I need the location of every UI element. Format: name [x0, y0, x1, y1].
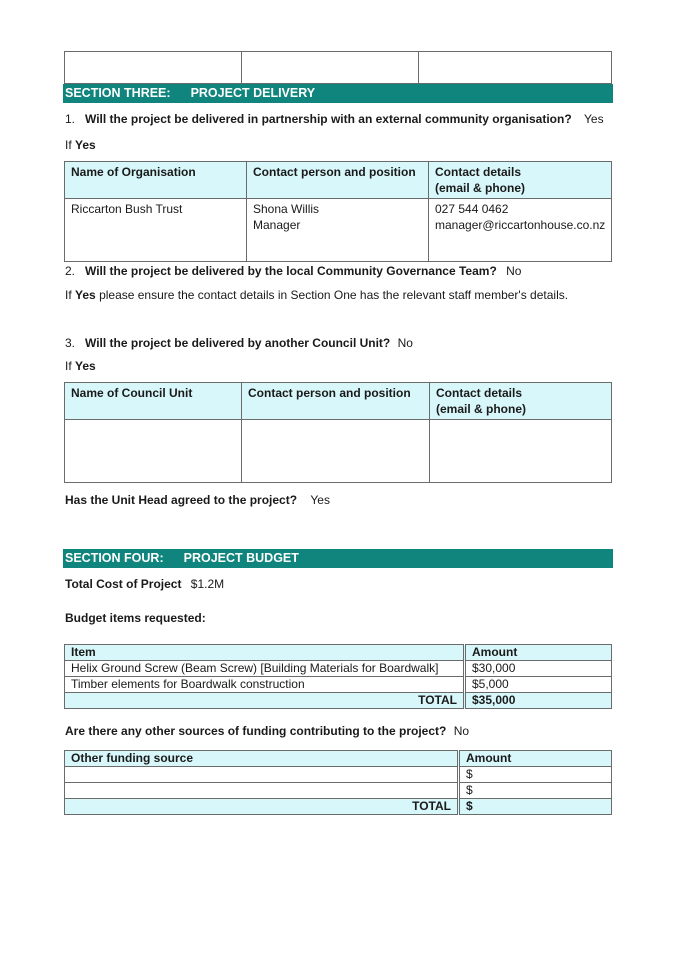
question-number: 1. — [65, 112, 76, 126]
contact-person — [247, 199, 429, 262]
total-value: $ — [459, 799, 612, 815]
question-number: 2. — [65, 264, 76, 278]
phone: 027 544 0462 — [435, 202, 509, 216]
section-three-header — [63, 84, 613, 103]
question-2 — [65, 264, 521, 278]
budget-item: Timber elements for Boardwalk construction — [65, 677, 465, 693]
section-number: SECTION FOUR: — [65, 551, 164, 565]
funding-source — [65, 767, 459, 783]
total-cost-label: Total Cost of Project — [65, 577, 182, 591]
question-answer: No — [397, 336, 413, 350]
empty-cell — [65, 52, 242, 84]
q2-note — [65, 288, 568, 302]
other-funding-question — [65, 724, 469, 738]
empty-cell — [430, 420, 612, 483]
section-four-header — [63, 549, 613, 568]
total-label: TOTAL — [65, 799, 459, 815]
question-text: Will the project be delivered in partnership with an external community organisation? — [85, 112, 572, 126]
column-header: Name of Organisation — [65, 162, 247, 199]
column-header: Contact person and position — [247, 162, 429, 199]
total-label: TOTAL — [65, 693, 465, 709]
header-line: (email & phone) — [435, 181, 526, 195]
column-header: Name of Council Unit — [65, 383, 242, 420]
question-3 — [65, 336, 413, 350]
funding-amount: $ — [459, 767, 612, 783]
empty-cell — [242, 52, 419, 84]
note-text: If — [65, 288, 72, 302]
funding-amount: $ — [459, 783, 612, 799]
unit-head-question — [65, 493, 330, 507]
question-text: Will the project be delivered by another Council Unit? — [85, 336, 391, 350]
total-row — [65, 799, 612, 815]
question-answer: No — [453, 724, 470, 738]
column-header: Item — [65, 645, 465, 661]
contact-details — [429, 199, 612, 262]
table-row — [65, 677, 612, 693]
if-text: If — [65, 359, 72, 373]
column-header: Amount — [465, 645, 612, 661]
email: manager@riccartonhouse.co.nz — [435, 218, 606, 232]
section-title: PROJECT DELIVERY — [190, 86, 316, 100]
section-title: PROJECT BUDGET — [183, 551, 299, 565]
previous-section-table — [64, 51, 612, 84]
budget-items-label: Budget items requested: — [65, 611, 206, 625]
funding-source — [65, 783, 459, 799]
budget-amount: $30,000 — [465, 661, 612, 677]
person-position: Manager — [253, 218, 301, 232]
budget-table — [64, 644, 612, 709]
question-answer: No — [506, 264, 522, 278]
if-yes-label — [65, 359, 96, 373]
budget-item: Helix Ground Screw (Beam Screw) [Building Materials for Boardwalk] — [65, 661, 465, 677]
question-text: Will the project be delivered by the local Community Governance Team? — [85, 264, 497, 278]
question-text: Has the Unit Head agreed to the project? — [65, 493, 298, 507]
column-header: Amount — [459, 751, 612, 767]
note-text: please ensure the contact details in Section One has the relevant staff member's details. — [99, 288, 569, 302]
total-cost — [65, 577, 224, 591]
organisation-table — [64, 161, 612, 262]
table-row — [65, 661, 612, 677]
if-text: If — [65, 138, 72, 152]
question-1 — [65, 112, 604, 126]
column-header: Contact person and position — [242, 383, 430, 420]
question-text: Are there any other sources of funding contributing to the project? — [65, 724, 447, 738]
total-row — [65, 693, 612, 709]
funding-table — [64, 750, 612, 815]
table-row — [65, 767, 612, 783]
column-header — [429, 162, 612, 199]
if-yes-label — [65, 138, 96, 152]
question-number: 3. — [65, 336, 76, 350]
header-line: Contact details — [436, 386, 523, 400]
table-row — [65, 420, 612, 483]
if-yes-text: Yes — [75, 359, 96, 373]
total-value: $35,000 — [465, 693, 612, 709]
header-line: Contact details — [435, 165, 522, 179]
if-yes-text: Yes — [75, 138, 96, 152]
note-bold: Yes — [75, 288, 96, 302]
question-answer: Yes — [584, 112, 604, 126]
section-number: SECTION THREE: — [65, 86, 171, 100]
column-header — [430, 383, 612, 420]
council-unit-table — [64, 382, 612, 483]
column-header: Other funding source — [65, 751, 459, 767]
budget-amount: $5,000 — [465, 677, 612, 693]
empty-cell — [242, 420, 430, 483]
person-name: Shona Willis — [253, 202, 320, 216]
header-line: (email & phone) — [436, 402, 527, 416]
question-answer: Yes — [310, 493, 330, 507]
table-row — [65, 783, 612, 799]
empty-cell — [65, 420, 242, 483]
empty-cell — [419, 52, 612, 84]
organisation-name: Riccarton Bush Trust — [65, 199, 247, 262]
total-cost-value: $1.2M — [190, 577, 225, 591]
table-row — [65, 199, 612, 262]
